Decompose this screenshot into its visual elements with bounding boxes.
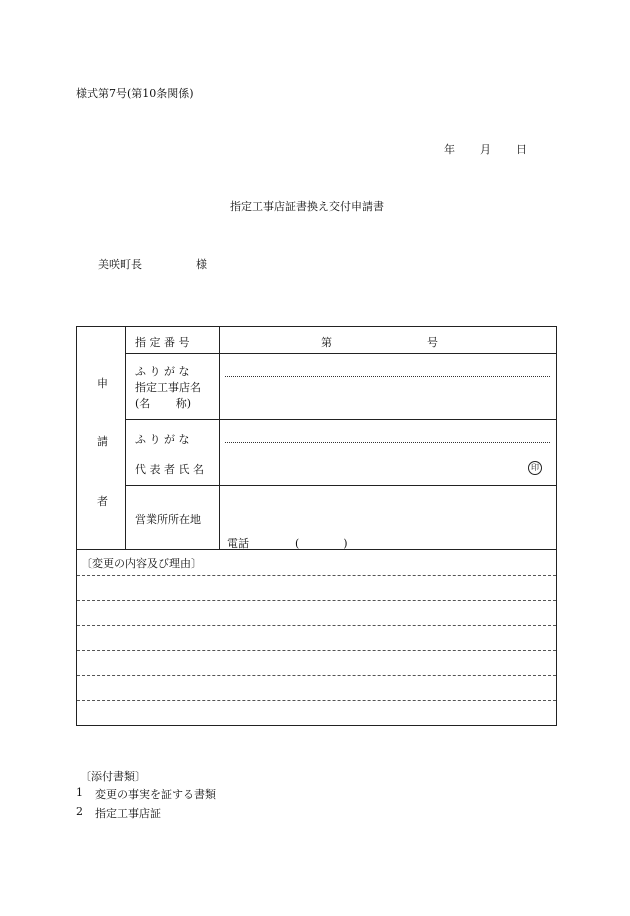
name-paren-label: (名 称)	[135, 397, 192, 410]
label-column-divider	[219, 327, 220, 549]
attachment-item-number: 2	[76, 805, 83, 818]
furigana-label: ふ り が な	[135, 433, 190, 446]
honorific: 様	[196, 258, 207, 271]
applicant-column-divider	[125, 327, 126, 549]
document-title: 指定工事店証書換え交付申請書	[230, 200, 384, 213]
row-divider	[125, 485, 556, 486]
seal-icon: 印	[528, 461, 542, 475]
writing-line	[77, 625, 556, 626]
representative-furigana-dotted-line	[225, 442, 550, 443]
office-address-label: 営業所所在地	[135, 513, 201, 526]
store-furigana-dotted-line	[225, 376, 550, 377]
applicant-char-3: 者	[97, 495, 108, 508]
writing-line	[77, 675, 556, 676]
form-number: 様式第7号(第10条関係)	[76, 87, 194, 100]
writing-line	[77, 600, 556, 601]
writing-line	[77, 650, 556, 651]
phone-label: 電話	[227, 537, 249, 550]
applicant-char-1: 申	[97, 377, 108, 390]
designation-number-prefix: 第	[321, 336, 332, 349]
date-month-label: 月	[480, 143, 491, 156]
row-divider	[125, 419, 556, 420]
representative-name-label: 代 表 者 氏 名	[135, 463, 204, 476]
designation-number-suffix: 号	[427, 336, 438, 349]
attachment-item-text: 変更の事実を証する書類	[95, 788, 216, 801]
writing-line	[77, 700, 556, 701]
date-day-label: 日	[516, 143, 527, 156]
designation-number-label: 指 定 番 号	[135, 336, 190, 349]
attachment-item-number: 1	[76, 786, 83, 799]
attachment-item-text: 指定工事店証	[95, 807, 161, 820]
row-divider	[125, 353, 556, 354]
furigana-label: ふ り が な	[135, 365, 190, 378]
addressee: 美咲町長	[98, 258, 142, 271]
store-name-label: 指定工事店名	[135, 381, 201, 394]
writing-line	[77, 575, 556, 576]
application-form-table	[76, 326, 557, 726]
date-year-label: 年	[444, 143, 455, 156]
applicant-char-2: 請	[97, 435, 108, 448]
attachments-heading: 〔添付書類〕	[80, 770, 146, 783]
phone-area-code-paren: ( )	[295, 537, 348, 550]
change-reason-label: 〔変更の内容及び理由〕	[81, 557, 202, 570]
